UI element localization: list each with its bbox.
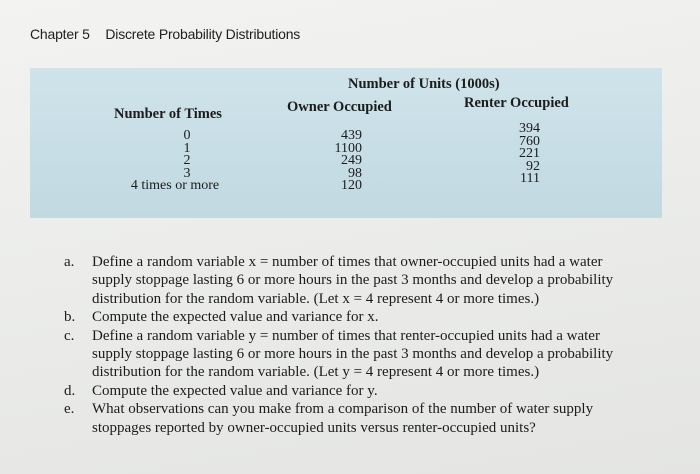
- question-letter: d.: [64, 382, 76, 399]
- column-renter: [490, 123, 540, 186]
- times-cell: 3: [183, 165, 191, 181]
- question-text: Define a random variable x = number of times that owner-occupied units had a water supply stoppage lasting 6 or more hours in the past 3 months and develop a probability distribution for the random variable. (Let x = 4 represent 4 or more times.): [92, 254, 614, 307]
- column-times: [110, 130, 240, 193]
- column-header-times: Number of Times: [114, 106, 222, 122]
- question-item: [64, 327, 684, 382]
- renter-cell: 221: [519, 146, 540, 161]
- renter-cell: 92: [526, 158, 540, 174]
- question-letter: e.: [64, 401, 75, 418]
- times-cell: 1: [183, 140, 191, 156]
- group-header: Number of Units (1000s): [348, 76, 500, 92]
- column-owner: [312, 130, 362, 193]
- owner-cell: 1100: [334, 140, 362, 156]
- owner-cell: 439: [341, 128, 362, 143]
- question-item: [64, 308, 684, 326]
- question-letter: b.: [64, 309, 76, 326]
- renter-cell: 760: [519, 133, 540, 149]
- chapter-title: Discrete Probability Distributions: [105, 26, 301, 42]
- times-cell: 0: [183, 128, 191, 143]
- times-cell: 4 times or more: [130, 178, 220, 193]
- question-letter: a.: [64, 254, 75, 270]
- question-item: [64, 400, 684, 437]
- question-letter: c.: [64, 327, 75, 344]
- times-cell: 2: [183, 153, 191, 168]
- column-header-owner: Owner Occupied: [287, 99, 392, 115]
- question-list: [64, 253, 684, 437]
- column-header-renter: Renter Occupied: [464, 95, 569, 111]
- question-item: [64, 253, 684, 308]
- question-text: Compute the expected value and variance for x.: [92, 309, 379, 326]
- data-table: [30, 68, 662, 218]
- question-text: Define a random variable y = number of times that renter-occupied units had a water supply stoppage lasting 6 or more hours in the past 3 months and develop a probability distribution for the random variable. (Let y = 4 represent 4 or more times.): [92, 327, 614, 381]
- question-text: Compute the expected value and variance for y.: [92, 382, 378, 399]
- chapter-heading: [30, 26, 300, 42]
- question-item: [64, 382, 684, 400]
- renter-cell: 111: [520, 171, 540, 186]
- owner-cell: 249: [341, 153, 362, 168]
- owner-cell: 120: [341, 178, 362, 193]
- owner-cell: 98: [348, 165, 362, 181]
- question-text: What observations can you make from a comparison of the number of water supply stoppages reported by owner-occupied units versus renter-occupied units?: [92, 401, 594, 436]
- renter-cell: 394: [519, 121, 540, 136]
- chapter-number: Chapter 5: [30, 26, 90, 42]
